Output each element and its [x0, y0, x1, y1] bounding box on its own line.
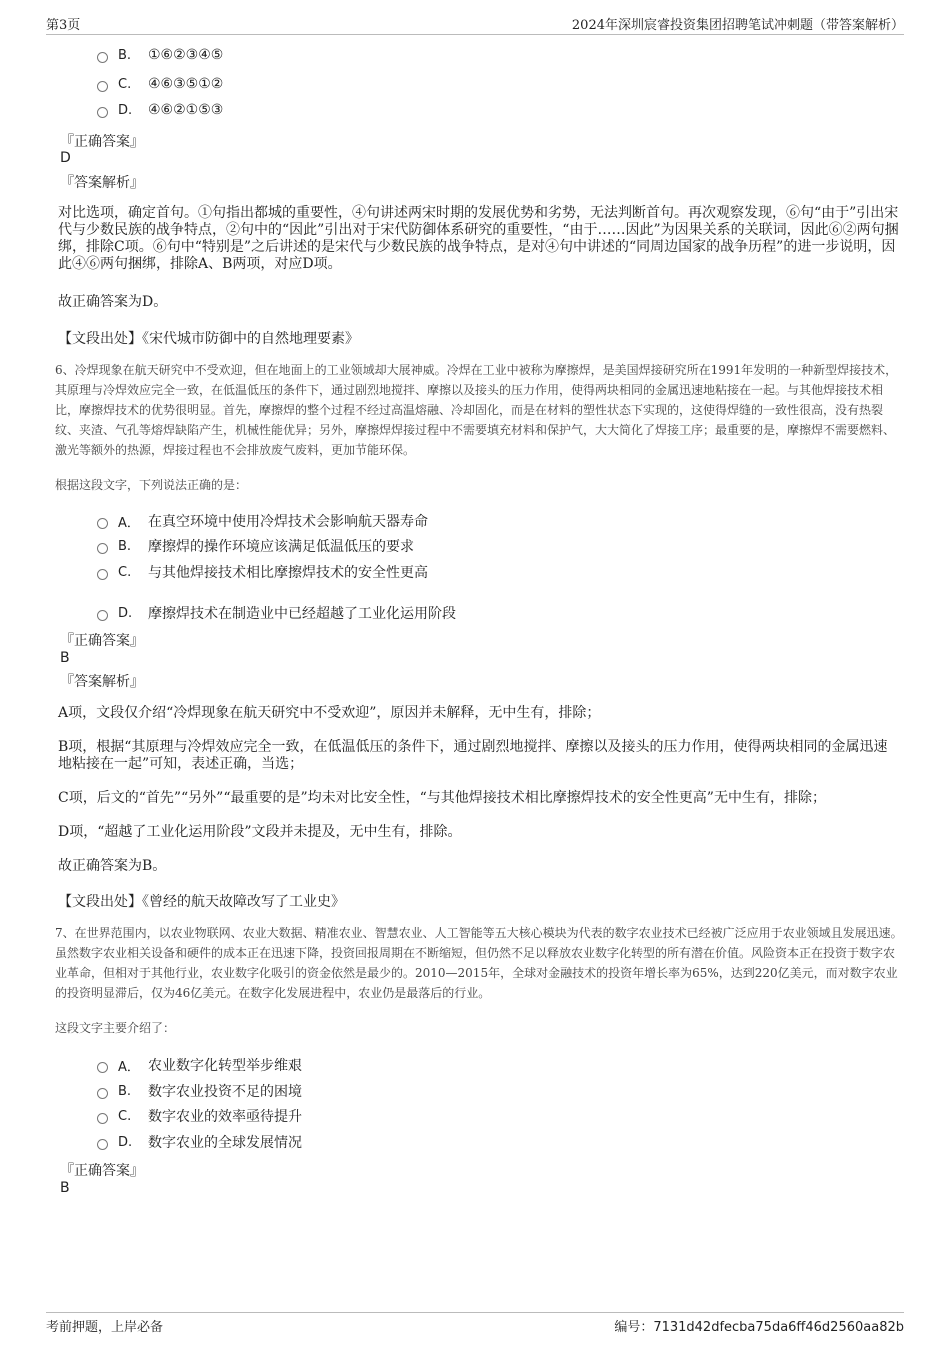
q5-option-b[interactable]: B. ①⑥②③④⑤	[97, 47, 223, 63]
q5-analysis: 对比选项，确定首句。①句指出都城的重要性，④句讲述两宋时期的发展优势和劣势，无法判断首句。再次观察发现，⑥句“由于”引出宋代与少数民族的战争特点，②句中的“因此”引出对于宋代防御体系研究的重要性，“由于……因此”为因果关系的关联词，因此⑥②两句捆绑，排除C项。⑥句中“特别是”之后讲述的是宋代与少数民族的战争特点，是对④句中讲述的“同周边国家的战争历程”的进一步说明，因此④⑥两句捆绑，排除A、B两项，对应D项。	[58, 205, 899, 272]
radio-icon[interactable]	[97, 1088, 108, 1099]
page-footer	[46, 1312, 904, 1335]
q6-analysis-a: A项，文段仅介绍“冷焊现象在航天研究中不受欢迎”，原因并未解释，无中生有，排除；	[58, 705, 601, 721]
q6-analysis-b: B项，根据“其原理与冷焊效应完全一致，在低温低压的条件下，通过剧烈地搅拌、摩擦以及接头的压力作用，使得两块相同的金属迅速地粘接在一起”可知，表述正确，当选；	[58, 739, 888, 772]
q7-answer: B	[60, 1180, 70, 1196]
radio-icon[interactable]	[97, 610, 108, 621]
q5-answer-label: 『正确答案』	[60, 134, 144, 150]
q6-analysis-d: D项，“超越了工业化运用阶段”文段并未提及，无中生有，排除。	[58, 824, 462, 840]
q5-analysis-label: 『答案解析』	[60, 175, 144, 191]
q5-option-c[interactable]: C. ④⑥③⑤①②	[97, 76, 223, 92]
q5-conclusion: 故正确答案为D。	[58, 294, 168, 310]
q7-stem: 7、在世界范围内，以农业物联网、农业大数据、精准农业、智慧农业、人工智能等五大核心模块为代表的数字农业技术已经被广泛应用于农业领域且发展迅速。虽然数字农业相关设备和硬件的成本正在迅速下降，投资回报周期在不断缩短，但仍然不足以释放农业数字化转型的所有潜在价值。风险资本正在投资于数字农业革命，但相对于其他行业，农业数字化吸引的资金依然是最少的。2010—2015年，全球对金融技术的投资年增长率为65%，达到220亿美元，而对数字农业的投资明显滞后，仅为46亿美元。在数字化发展进程中，农业仍是最落后的行业。	[55, 926, 903, 1000]
radio-icon[interactable]	[97, 81, 108, 92]
radio-icon[interactable]	[97, 107, 108, 118]
q6-option-a[interactable]: A． 在真空环境中使用冷焊技术会影响航天器寿命	[97, 511, 428, 531]
q6-answer: B	[60, 650, 70, 666]
q7-option-a[interactable]: A． 农业数字化转型举步维艰	[97, 1055, 302, 1075]
q7-option-d[interactable]: D. 数字农业的全球发展情况	[97, 1132, 302, 1152]
radio-icon[interactable]	[97, 569, 108, 580]
q6-answer-label: 『正确答案』	[60, 633, 144, 649]
q6-option-d[interactable]: D. 摩擦焊技术在制造业中已经超越了工业化运用阶段	[97, 603, 456, 623]
q6-analysis-c: C项，后文的“首先”“另外”“最重要的是”均未对比安全性，“与其他焊接技术相比摩擦焊技术的安全性更高”无中生有，排除；	[58, 790, 826, 806]
radio-icon[interactable]	[97, 543, 108, 554]
q6-source: 【文段出处】《曾经的航天故障改写了工业史》	[58, 894, 345, 910]
page-number: 第3页	[46, 18, 81, 33]
q6-analysis-label: 『答案解析』	[60, 674, 144, 690]
q5-answer: D	[60, 150, 71, 166]
radio-icon[interactable]	[97, 52, 108, 63]
document-title: 2024年深圳宸睿投资集团招聘笔试冲刺题（带答案解析）	[571, 18, 904, 33]
q6-option-c[interactable]: C. 与其他焊接技术相比摩擦焊技术的安全性更高	[97, 562, 428, 582]
q6-option-b[interactable]: B. 摩擦焊的操作环境应该满足低温低压的要求	[97, 536, 414, 556]
q6-prompt: 根据这段文字，下列说法正确的是：	[55, 478, 248, 492]
q5-option-d[interactable]: D. ④⑥②①⑤③	[97, 102, 223, 118]
footer-slogan: 考前押题，上岸必备	[46, 1320, 164, 1335]
radio-icon[interactable]	[97, 1062, 108, 1073]
q6-conclusion: 故正确答案为B。	[58, 858, 167, 874]
q5-source: 【文段出处】《宋代城市防御中的自然地理要素》	[58, 331, 359, 347]
radio-icon[interactable]	[97, 1139, 108, 1150]
page-header	[46, 14, 904, 35]
q7-option-c[interactable]: C. 数字农业的效率亟待提升	[97, 1106, 302, 1126]
q7-answer-label: 『正确答案』	[60, 1163, 144, 1179]
radio-icon[interactable]	[97, 518, 108, 529]
q7-prompt: 这段文字主要介绍了：	[55, 1021, 176, 1035]
q7-option-b[interactable]: B. 数字农业投资不足的困境	[97, 1081, 302, 1101]
document-code: 编号：7131d42dfecba75da6ff46d2560aa82b	[614, 1320, 904, 1335]
radio-icon[interactable]	[97, 1113, 108, 1124]
q6-stem: 6、冷焊现象在航天研究中不受欢迎，但在地面上的工业领域却大展神威。冷焊在工业中被称为摩擦焊，是美国焊接研究所在1991年发明的一种新型焊接技术，其原理与冷焊效应完全一致，在低温低压的条件下，通过剧烈地搅拌、摩擦以及接头的压力作用，使得两块相同的金属迅速地粘接在一起。与其他焊接技术相比，摩擦焊技术的优势很明显。首先，摩擦焊的整个过程不经过高温熔融、冷却固化，而是在材料的塑性状态下实现的，这使得焊缝的一致性很高，没有热裂纹、夹渣、气孔等熔焊缺陷产生，机械性能优异；另外，摩擦焊焊接过程中不需要填充材料和保护气，大大简化了焊接工序；最重要的是，摩擦焊不需要燃料、激光等额外的热源，焊接过程也不会排放废气废料，更加节能环保。	[55, 363, 898, 457]
